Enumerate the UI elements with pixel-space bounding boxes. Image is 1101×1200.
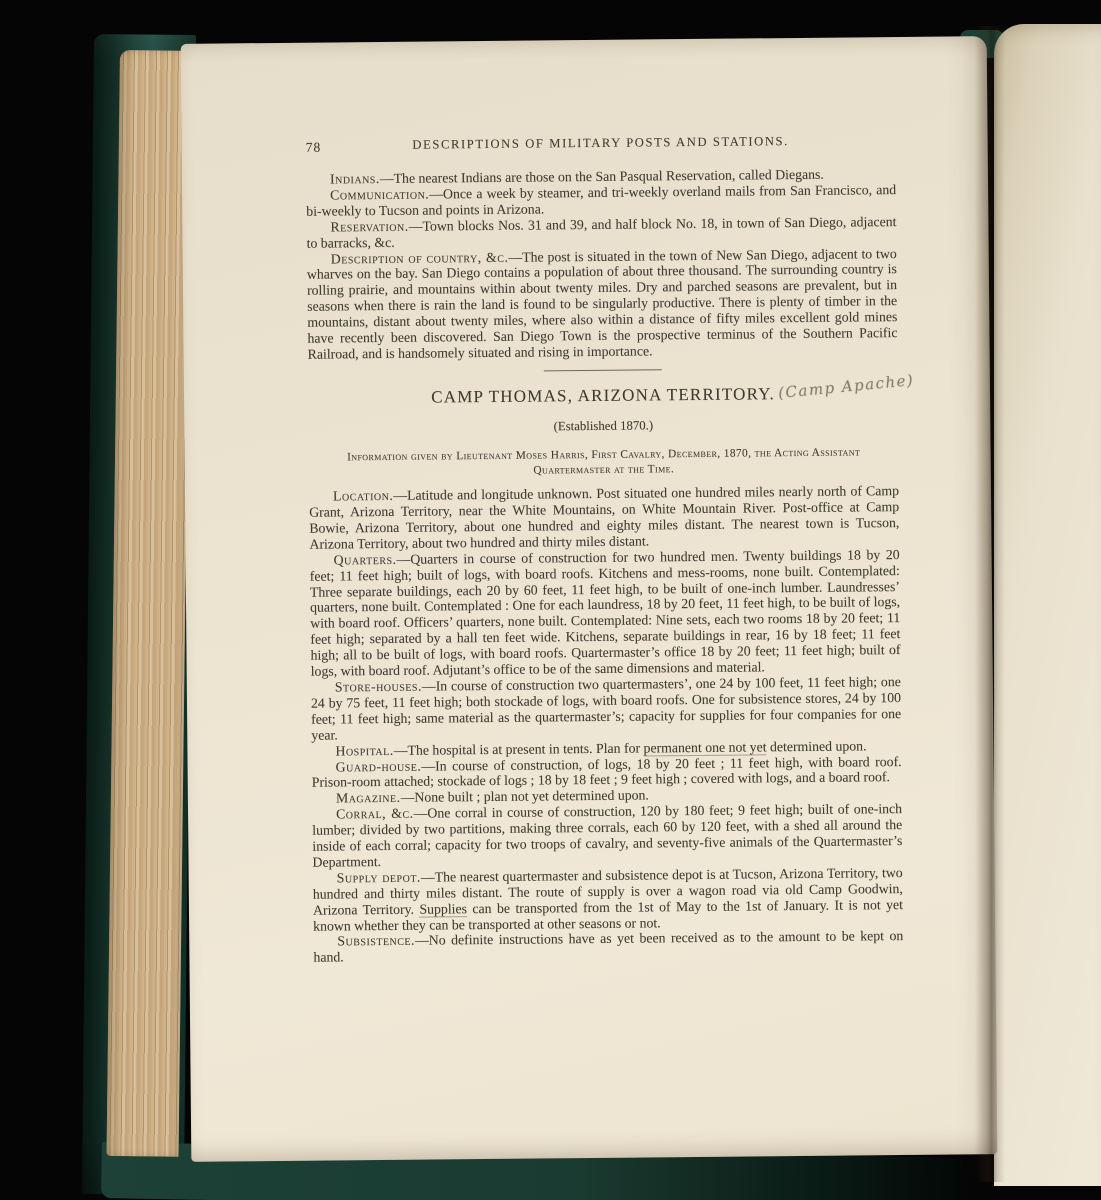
paragraph-lead: Reservation. — [330, 218, 409, 235]
paragraph-lead: Supply depot. — [336, 869, 421, 886]
paragraph — [312, 754, 902, 791]
paragraph-lead: Quarters. — [333, 551, 397, 568]
paragraph-text: —Once a week by steamer, and tri-weekly overland mails from San Francisco, and bi-weekly to Tucson and points in Arizona. — [306, 181, 897, 219]
paragraph — [309, 483, 900, 552]
page-number: 78 — [305, 139, 322, 155]
paragraph — [311, 674, 902, 743]
paragraph-lead: Corral, &c. — [335, 805, 414, 822]
left-page — [181, 36, 998, 1162]
paragraph-text: —In course of construction two quartermasters’, one 24 by 100 feet, 11 feet high; one 24 by 75 feet, 11 feet high; both stockade of logs, with board roofs. One for subsistence stores, 24 by 100 feet; 11 feet high; same material as the quartermaster’s; capacity for supplies for four companies for one year. — [310, 673, 902, 743]
paragraph-lead: Location. — [332, 487, 394, 504]
paragraph — [313, 865, 904, 934]
paragraph-text: —None built ; plan not yet determined upon. — [400, 787, 649, 806]
paragraph-text: —Quarters in course of construction for two hundred men. Twenty buildings 18 by 20 feet; 11 feet high; built of logs, with board roofs. Kitchens and mess-rooms, none built. Contemplated: Three separate buildings, each 20 by 60 feet, 11 feet high, to be built of one-inch lumber. Laundresses’ quarters, none built. Contemplated : One for each laundress, 18 by 20 feet, 11 feet high, to be built of logs, with board roof. Officers’ quarters, none built. Contemplated: Nine sets, each two rooms 18 by 20 feet; 11 feet high; separated by a hall ten feet wide. Kitchens, separate buildings in rear, 16 by 18 feet; 11 feet high; all to be built of logs, with board roofs. Quartermaster’s office 18 by 20 feet; 11 feet high; built of logs, with board roof. Adjutant’s office to be of the same dimensions and material. — [309, 546, 901, 679]
paragraph-text: —The hospital is at present in tents. Plan for permanent one not yet determined upon. — [393, 737, 867, 758]
paragraph-text: —No definite instructions have as yet been received as to the amount to be kept on hand. — [313, 928, 904, 966]
section-title: CAMP THOMAS, ARIZONA TERRITORY. — [431, 384, 776, 407]
paragraph-lead: Communication. — [330, 186, 430, 203]
paragraph-text: —One corral in course of construction, 120 by 180 feet; 9 feet high; built of one-inch lumber; divided by two partitions, making three corrals, each 60 by 120 feet, with a shed all around the inside of each corral; capacity for two troops of cavalry, and seventy-five animals of the Quartermaster’s Department. — [312, 801, 903, 870]
paragraph-text: —The post is situated in the town of New San Diego, adjacent to two wharves on the bay. San Diego contains a population of about three thousand. The surrounding country is rolling prairie, and mountains within about twenty miles. Dry and parched seasons are prevalent, but in seasons when there is rain the land is found to be singularly productive. There is plenty of timber in the mountains, distant about twenty miles, where also within a distance of fifty miles excellent gold mines have recently been discovered. San Diego Town is the prospective terminus of the Southern Pacific Railroad, and is handsomely situated and rising in importance. — [306, 245, 898, 362]
section-divider-rule — [544, 369, 662, 371]
paragraph-text: —In course of construction, of logs, 18 by 20 feet ; 11 feet high, with board roof. Prison-room attached; stockade of logs ; 18 by 18 feet ; 9 feet high ; covered with logs, and a board roof. — [311, 753, 902, 791]
paragraph — [310, 547, 901, 680]
paragraph-lead: Store-houses. — [334, 678, 422, 695]
paragraph-text: —The nearest quartermaster and subsistence depot is at Tucson, Arizona Territory, two hundred and thirty miles distant. The route of supply is over a wagon road via old Camp Goodwin, Arizona Territory. Supplies can be transported from the 1st of May to the 1st of January. It is not yet known whether they can be transported at other seasons or not. — [312, 864, 904, 934]
page-fore-edge-stack — [106, 50, 192, 1157]
paragraph — [312, 801, 903, 870]
running-header-row — [306, 133, 896, 157]
paragraph-lead: Description of country, &c. — [330, 249, 509, 266]
section-heading-row — [308, 370, 915, 408]
paragraph-text: —The nearest Indians are those on the San Pasqual Reservation, called Diegans. — [379, 166, 824, 186]
camp-thomas-paragraphs — [309, 483, 904, 966]
san-diego-paragraphs — [306, 166, 898, 363]
paragraph — [313, 928, 903, 965]
book-gutter-shadow — [975, 26, 1005, 1182]
running-header: DESCRIPTIONS OF MILITARY POSTS AND STATIONS. — [412, 134, 789, 152]
paragraph-text: —Latitude and longitude unknown. Post situated one hundred miles nearly north of Camp Grant, Arizona Territory, near the White Mountains, on White Mountain River. Post-office at Camp Bowie, Arizona Territory, about one hundred and eighty miles distant. The nearest town is Tucson, Arizona Territory, about two hundred and thirty miles distant. — [309, 483, 900, 552]
info-attribution-line: Information given by Lieutenant Moses Harris, First Cavalry, December, 1870, the Acting Assistant Quartermaster at the Time. — [346, 446, 861, 477]
pencil-underline: Supplies — [419, 900, 468, 917]
established-line: (Established 1870.) — [553, 418, 654, 434]
paragraph-lead: Magazine. — [335, 790, 401, 806]
paragraph-lead: Guard-house. — [335, 758, 422, 774]
paragraph-lead: Hospital. — [335, 742, 394, 759]
pencil-underline: permanent one not yet — [643, 738, 767, 756]
handwritten-pencil-note: (Camp Apache) — [777, 370, 915, 402]
paragraph-lead: Subsistence. — [337, 933, 416, 949]
right-page-blank — [994, 24, 1101, 1186]
paragraph — [307, 246, 898, 363]
paragraph-lead: Indians. — [329, 170, 380, 187]
paragraph-text: —Town blocks Nos. 31 and 39, and half block No. 18, in town of San Diego, adjacent to barracks, &c. — [306, 213, 897, 251]
page-text-block — [305, 133, 915, 966]
